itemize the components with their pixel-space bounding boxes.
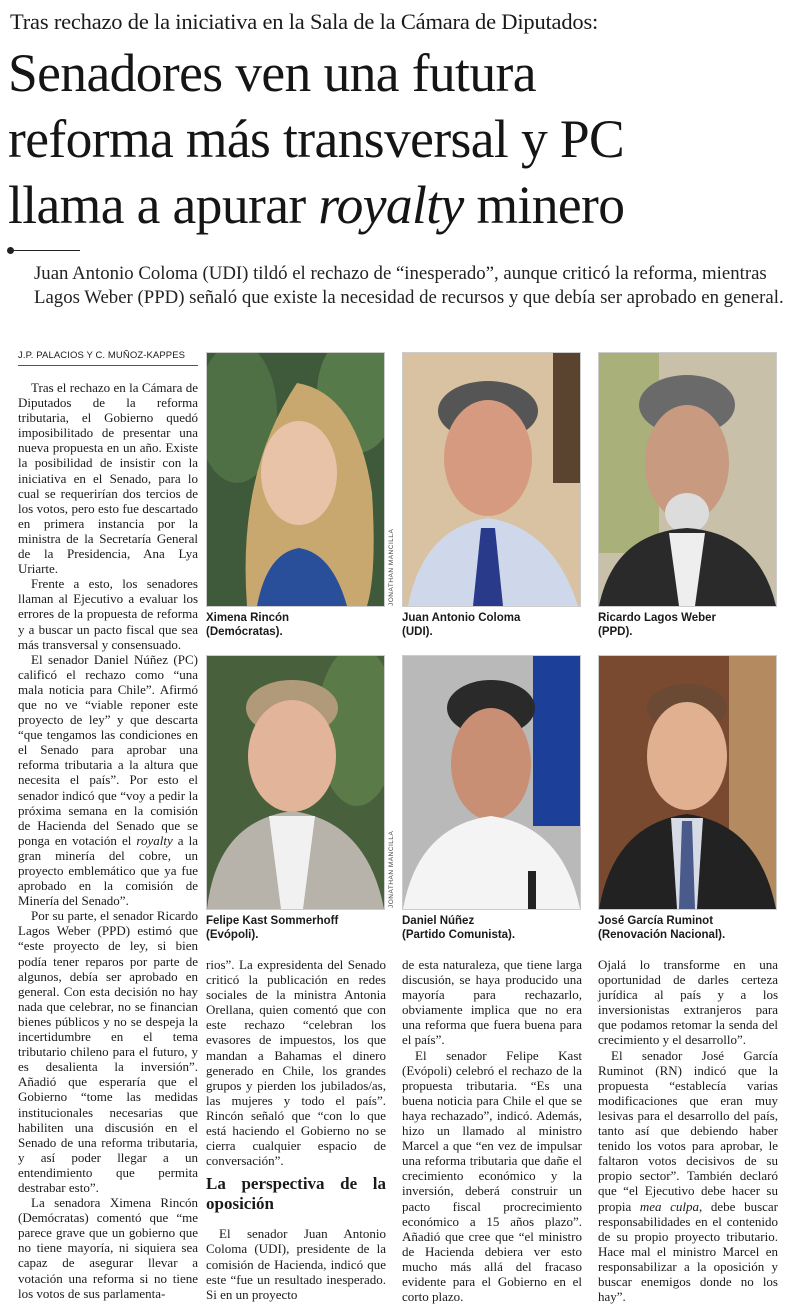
paragraph-text: El senador José García Ruminot (RN) indicó que la propuesta “establecía varias modificaciones que eran muy lesivas para el desarrollo del país, tanto así que debiendo haber tenido los votos para aprobar, le faltaron votos decisivos de su propio sector”. También declaró que “el Ejecutivo debe hacer su propia [598,1047,778,1214]
body-column-3 [402,957,582,1304]
headline-text: minero [463,175,625,235]
headline-line-3 [8,172,783,238]
portrait-image [599,353,776,606]
caption-name: Felipe Kast Sommerhoff [206,915,339,927]
portrait-image [403,353,580,606]
caption-ricardo-lagos-weber [598,611,778,639]
paragraph: Tras el rechazo en la Cámara de Diputados de la reforma tributaria, el Gobierno quedó imposibilitado de presentar una nueva propuesta en un año. Existe la posibilidad de insistir con la iniciativa en el Senado, para lo cual se requerirían dos tercios de los votos, pero esto fue descartado en primera instancia por la ministra de la Secretaría General de la Presidencia, Ana Lya Uriarte. [18,380,198,577]
portrait-image [207,656,384,909]
emphasis: mea culpa [639,1198,700,1214]
body-column-4 [598,957,778,1304]
paragraph-text: El senador Daniel Núñez (PC) calificó el rechazo como “una mala noticia para Chile”. Afirmó que no ve “viable reponer este proyecto de ley” y que descarta “que tengamos las condiciones en el Senado para aprobar una reforma tributaria a la altura que necesita el país”. Por esto el senador indicó que “voy a pedir la próxima semana en la comisión de Hacienda del Senado que se ponga en votación el [18,651,198,848]
photo-daniel-nunez [402,655,581,910]
caption-name: Ximena Rincón [206,612,290,624]
caption-name: José García Ruminot [598,915,714,927]
headline-line-2: reforma más transversal y PC [8,109,625,169]
photo-credit: JONATHAN MANCILLA [388,528,395,606]
photo-ximena-rincon [206,352,385,607]
paragraph: El senador Felipe Kast (Evópoli) celebró el rechazo de la propuesta tributaria. “Es una buena noticia para Chile el que se haya rechazado”, indicó. Además, hizo un llamado al ministro Marcel a que “en vez de impulsar una reforma tributaria que dañe el crecimiento económico y la inversión, deberá construir un pacto fiscal procrecimiento económico a 15 años plazo”. Añadió que cree que “el ministro de Hacienda debiera ver esto mucho más allá del fracaso evidente para el Gobierno en el corto plazo. [402,1047,582,1305]
caption-name: Juan Antonio Coloma [402,612,521,624]
headline-emphasis: royalty [318,175,464,235]
paragraph-text: a la gran minería del cobre, un proyecto emblemático que ya fue aprobado en la comisión de Minería del Senado”. [18,832,199,909]
caption-party: (UDI). [402,626,433,638]
photo-jose-garcia-ruminot [598,655,777,910]
caption-party: (Partido Comunista). [402,929,516,941]
photo-credit: JONATHAN MANCILLA [388,830,395,908]
caption-jose-garcia-ruminot [598,914,778,942]
body-column-2 [206,957,386,1302]
portrait-image [599,656,776,909]
kicker: Tras rechazo de la iniciativa en la Sala de la Cámara de Diputados: [10,9,599,34]
paragraph: Frente a esto, los senadores llaman al Ejecutivo a evaluar los errores de la propuesta de reforma y a buscar un pacto fiscal que sea más transversal y consensuado. [18,576,198,652]
caption-name: Ricardo Lagos Weber [598,612,717,624]
paragraph: El senador Juan Antonio Coloma (UDI), presidente de la comisión de Hacienda, indicó que este “fue un resultado inesperado. Si en un proyecto [206,1226,386,1302]
caption-party: (PPD). [598,626,633,638]
paragraph: de esta naturaleza, que tiene larga discusión, se haya producido una mayoría para rechazarlo, obviamente implica que no era una reforma que fuera buena para el país”. [402,957,582,1048]
caption-party: (Renovación Nacional). [598,929,726,941]
photo-felipe-kast [206,655,385,910]
caption-juan-antonio-coloma [402,611,582,639]
portrait-image [403,656,580,909]
emphasis: royalty [136,832,173,848]
photo-ricardo-lagos-weber [598,352,777,607]
byline: J.P. PALACIOS Y C. MUÑOZ-KAPPES [18,350,198,366]
caption-name: Daniel Núñez [402,915,475,927]
caption-party: (Demócratas). [206,626,283,638]
caption-daniel-nunez [402,914,582,942]
paragraph [598,1048,778,1305]
paragraph [18,652,198,909]
paragraph-text: , debe buscar responsabilidades en el contenido de su propio proyecto tributario. Hace mal el ministro Marcel en responsabilizar a la oposición y buscar enemigos donde no los hay”. [598,1198,778,1305]
headline [8,40,783,238]
caption-felipe-kast [206,914,386,942]
portrait-image [207,353,384,606]
bullet-rule [8,250,80,251]
body-column-1 [18,380,198,1301]
paragraph: La senadora Ximena Rincón (Demócratas) comentó que “me parece grave que un gobierno que no tiene mayoría, ni siquiera sea capaz de asegurar llevar a votación una reforma si no tiene los votos de sus parlamenta- [18,1195,198,1301]
paragraph: rios”. La expresidenta del Senado criticó la publicación en redes sociales de la ministra Antonia Orellana, quien comentó que con este rechazo “celebran los evasores de impuestos, los que mandan a Bahamas el dinero generado en Chile, los grandes grupos y pierden los jubilados/as, las mujeres y todo el país”. Rincón señaló que “con lo que está haciendo el Gobierno no se cierra cualquier espacio de conversación”. [206,957,386,1169]
headline-line-1: Senadores ven una futura [8,43,536,103]
caption-ximena-rincon [206,611,386,639]
caption-party: (Evópoli). [206,929,259,941]
paragraph: Por su parte, el senador Ricardo Lagos Weber (PPD) estimó que “este proyecto de ley, si bien podía tener reparos por parte de algunos, debía ser aprobado en general. Con esta decisión no hay nada que celebrar, no se financian bienes públicos y no se despeja la incertidumbre en el tema tributario chileno para el futuro, y es desalienta la inversión”. Añadió que esperaría que el Gobierno “tome las medidas institucionales necesarias que habiliten una discusión en el Senado de una reforma tributaria, y así poder llegar a un entendimiento que permita destrabar esto”. [18,908,198,1195]
headline-text: llama a apurar [8,175,319,235]
subheading: La perspectiva de la oposición [206,1174,386,1214]
paragraph: Ojalá lo transforme en una oportunidad de darles certeza jurídica al país y a los inversionistas extranjeros para que podamos retomar la senda del crecimiento y el desarrollo”. [598,957,778,1048]
deck: Juan Antonio Coloma (UDI) tildó el rechazo de “inesperado”, aunque criticó la reforma, mientras Lagos Weber (PPD) señaló que existe la necesidad de recursos y que debía ser aprobado en general. [34,263,784,308]
photo-juan-antonio-coloma [402,352,581,607]
